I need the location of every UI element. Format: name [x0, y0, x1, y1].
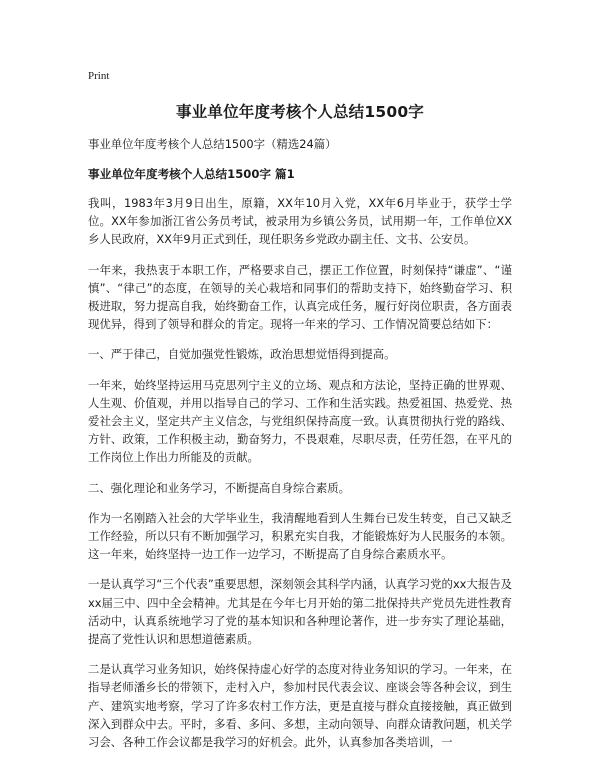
paragraph-study-theory: 一是认真学习“三个代表”重要思想，深刻领会其科学内涵，认真学习党的xx大报告及xx届三中、四中全会精神。尤其是在今年七月开始的第二批保持共产党员先进性教育活动中，认真系统地学习了党的基本知识和各种理论著作，进一步夯实了理论基础，提高了党性认识和思想道德素质。 — [88, 577, 512, 647]
page-title: 事业单位年度考核个人总结1500字 — [175, 103, 425, 121]
paragraph-point-one-heading: 一、严于律己，自觉加强党性锻炼，政治思想觉悟得到提高。 — [88, 347, 396, 362]
paragraph-overview: 一年来，我热衷于本职工作，严格要求自己，摆正工作位置，时刻保持“谦虚”、“谨慎”、“律己”的态度，在领导的关心栽培和同事们的帮助支持下，始终勤奋学习、积极进取，努力提高自我，始终勤奋工作，认真完成任务，履行好岗位职责，各方面表现优异，得到了领导和群众的肯定。现将一年来的学习、工作情况简要总结如下： — [88, 262, 512, 332]
print-link[interactable]: Print — [88, 70, 110, 82]
paragraph-point-two-body: 作为一名刚踏入社会的大学毕业生，我清醒地看到人生舞台已发生转变，自己又缺乏工作经验，所以只有不断加强学习，积累充实自我，才能锻炼好为人民服务的本领。这一年来，始终坚持一边工作一边学习，不断提高了自身综合素质水平。 — [88, 510, 512, 562]
paragraph-study-business: 二是认真学习业务知识，始终保持虚心好学的态度对待业务知识的学习。一年来，在指导老师潘乡长的带领下，走村入户，参加村民代表会议、座谈会等各种会议，到生产、建筑实地考察，学习了许多农村工作方法，更是直接与群众直接接触，真正做到深入到群众中去。平时，多看、多问、多想，主动向领导、向群众请教问题，机关学习会、各种工作会议都是我学习的好机会。此外，认真参加各类培训，一 — [88, 662, 512, 750]
section-heading: 事业单位年度考核个人总结1500字 篇1 — [88, 167, 295, 181]
paragraph-intro: 我叫，1983年3月9日出生，原籍，XX年10月入党，XX年6月毕业于，获学士学位。XX年参加浙江省公务员考试，被录用为乡镇公务员，试用期一年，工作单位XX乡人民政府，XX年9月正式到任，现任职务乡党政办副主任、文书、公安员。 — [88, 196, 512, 247]
paragraph-point-one-body: 一年来，始终坚持运用马克思列宁主义的立场、观点和方法论，坚持正确的世界观、人生观、价值观，并用以指导自己的学习、工作和生活实践。热爱祖国、热爱党、热爱社会主义，坚定共产主义信念，与党组织保持高度一致。认真贯彻执行党的路线、方针、政策，工作积极主动，勤奋努力，不畏艰难，尽职尽责，任劳任怨，在平凡的工作岗位上作出力所能及的贡献。 — [88, 377, 512, 465]
paragraph-point-two-heading: 二、强化理论和业务学习，不断提高自身综合素质。 — [88, 480, 350, 495]
document-subtitle: 事业单位年度考核个人总结1500字（精选24篇） — [88, 137, 337, 151]
